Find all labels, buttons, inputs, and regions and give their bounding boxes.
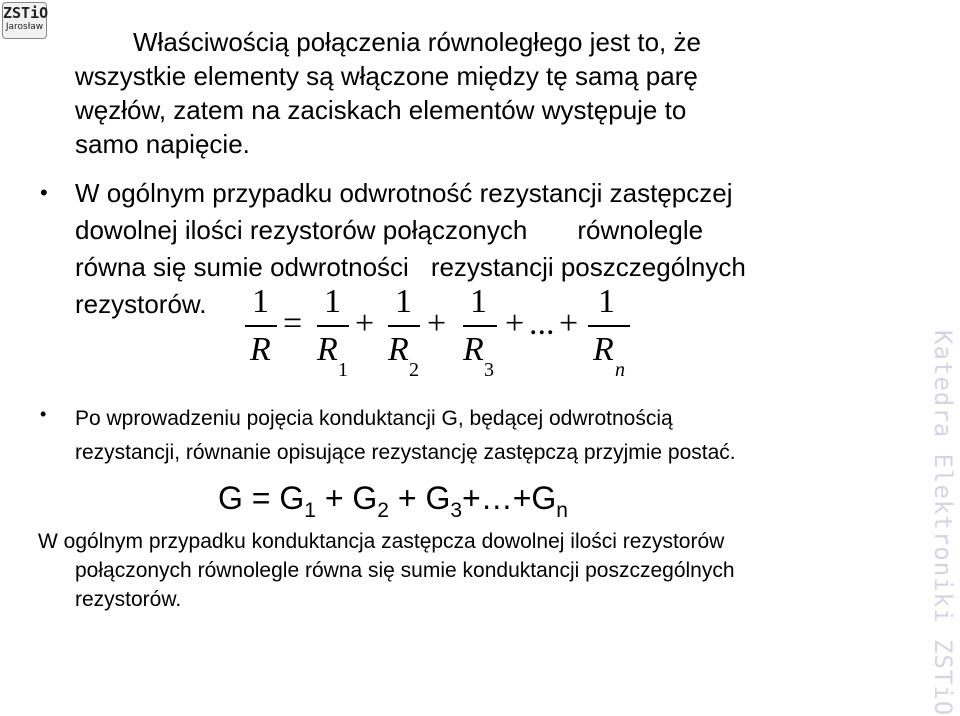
- fraction-bar: [388, 325, 420, 327]
- numerator-2: 1: [324, 283, 341, 320]
- intro-line-4: samo napięcie.: [75, 129, 250, 159]
- intro-line-2: wszystkie elementy są włączone między tę samą parę: [75, 61, 698, 91]
- eq-subscript: 2: [377, 499, 389, 522]
- eq-subscript: n: [556, 499, 568, 522]
- fraction-bar: [245, 325, 277, 327]
- equals-sign: =: [283, 305, 303, 342]
- resistance-line-1: W ogólnym przypadku odwrotność rezystancji zastępczej: [75, 178, 733, 208]
- eq-part: G = G: [218, 480, 305, 516]
- summary-paragraph: [38, 527, 868, 614]
- summary-line-2: połączonych równolegle równa się sumie konduktancji poszczególnych: [75, 559, 735, 582]
- fraction-bar: [317, 325, 349, 327]
- fraction-bar: [463, 325, 497, 327]
- intro-line-3: węzłów, zatem na zaciskach elementów występuje to: [75, 95, 687, 125]
- school-logo: [2, 2, 47, 39]
- numerator-4: 1: [470, 283, 487, 320]
- subscript-2: 2: [409, 359, 419, 381]
- subscript-1: 1: [338, 359, 348, 381]
- summary-line-3: rezystorów.: [75, 588, 182, 611]
- ellipsis: ...: [529, 305, 555, 342]
- resistance-line-3b: rezystancji poszczególnych: [430, 252, 746, 282]
- resistance-line-2b: równolegle: [577, 215, 704, 245]
- numerator-3: 1: [395, 283, 412, 320]
- conductance-equation: [218, 478, 568, 531]
- department-watermark: Katedra Elektroniki ZSTiO: [929, 330, 957, 716]
- plus-sign: +: [559, 305, 579, 342]
- eq-part: + G: [315, 480, 378, 516]
- resistance-line-3a: równa się sumie odwrotności: [75, 252, 409, 282]
- conductance-line-1: Po wprowadzeniu pojęcia konduktancji G, będącej odwrotnością: [75, 407, 673, 430]
- subscript-n: n: [615, 359, 625, 381]
- resistance-line-4: rezystorów.: [75, 289, 207, 319]
- conductance-paragraph: [75, 402, 875, 470]
- eq-part: + G: [388, 480, 451, 516]
- intro-line-1: Właściwością połączenia równoległego jest to, że: [133, 27, 701, 57]
- denominator-R3: R: [463, 331, 484, 368]
- numerator-1: 1: [252, 283, 269, 320]
- logo-subtext: Jarosław: [5, 22, 44, 32]
- summary-line-1: W ogólnym przypadku konduktancja zastępcza dowolnej ilości rezystorów: [38, 530, 725, 553]
- denominator-R1: R: [317, 331, 338, 368]
- resistance-line-2a: dowolnej ilości rezystorów połączonych: [75, 215, 528, 245]
- conductance-line-2: rezystancji, równanie opisujące rezystancję zastępczą przyjmie postać.: [75, 441, 736, 464]
- eq-subscript: 1: [304, 499, 316, 522]
- numerator-5: 1: [598, 283, 615, 320]
- reciprocal-resistance-formula: [225, 280, 645, 390]
- plus-sign: +: [505, 305, 525, 342]
- denominator-R: R: [250, 331, 271, 368]
- eq-part: +…+G: [462, 480, 557, 516]
- plus-sign: +: [355, 305, 375, 342]
- bullet-icon: •: [40, 180, 48, 205]
- intro-paragraph: [75, 25, 875, 161]
- plus-sign: +: [427, 305, 447, 342]
- logo-text: ZSTiO: [3, 4, 49, 22]
- eq-subscript: 3: [450, 499, 463, 522]
- subscript-3: 3: [484, 359, 494, 381]
- bullet-icon: •: [40, 404, 47, 424]
- denominator-R2: R: [388, 331, 409, 368]
- fraction-bar: [588, 325, 630, 327]
- denominator-Rn: R: [593, 331, 614, 368]
